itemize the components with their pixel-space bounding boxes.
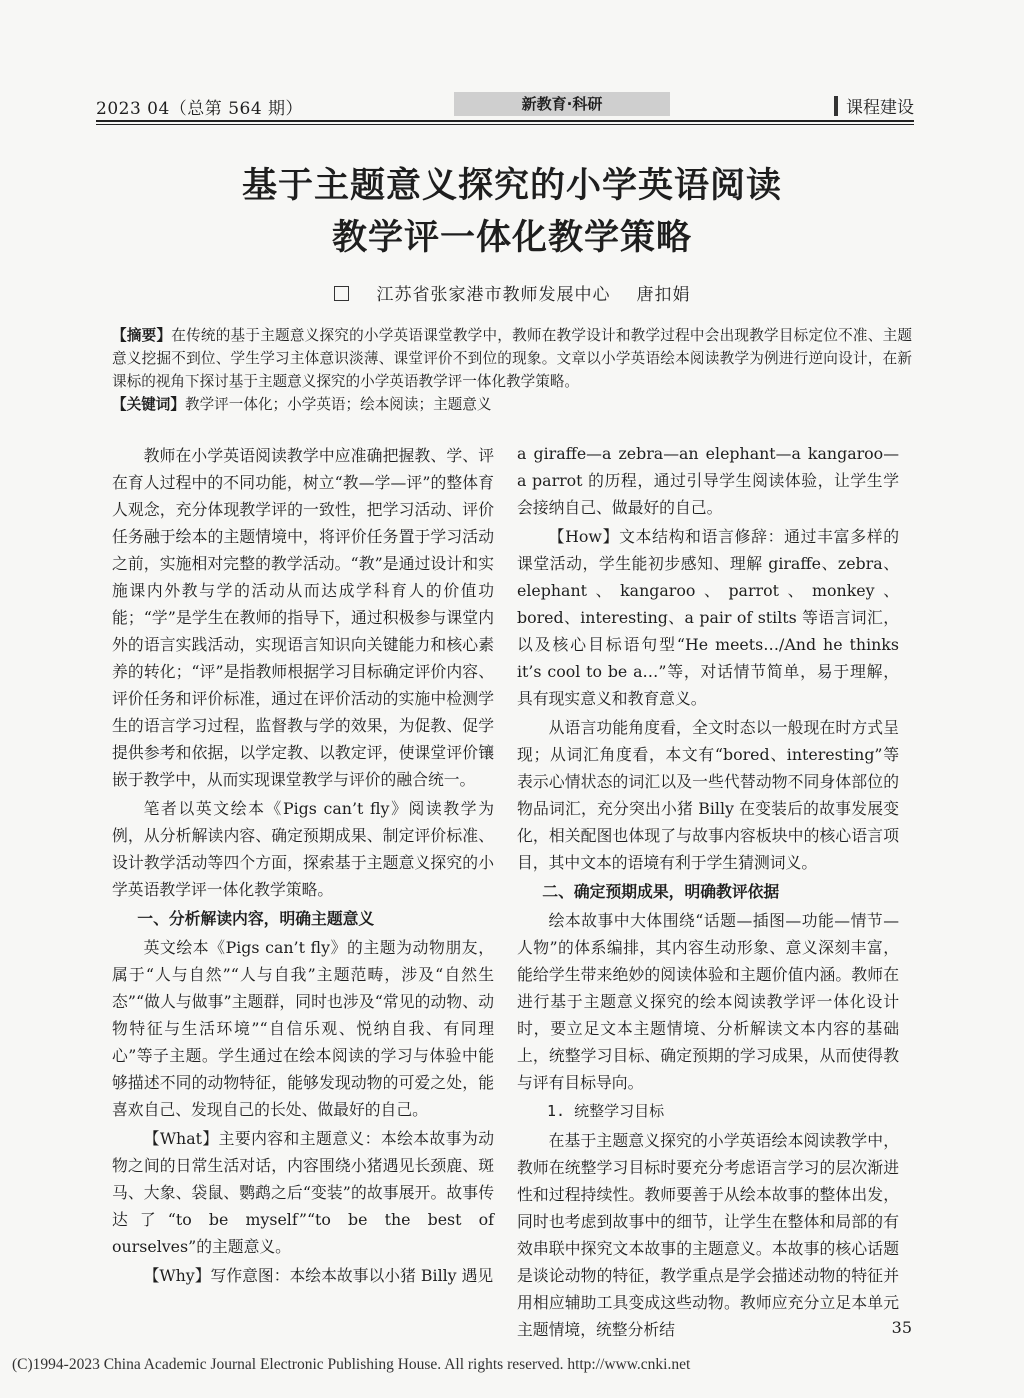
paragraph: 笔者以英文绘本《Pigs can’t fly》阅读教学为例，从分析解读内容、确定预期成果、制定评价标准、设计教学活动等四个方面，探索基于主题意义探究的小学英语教学评一体化教学策略。 <box>112 799 494 899</box>
section-text: 课程建设 <box>846 98 914 118</box>
header-rule-thin <box>96 124 914 125</box>
paragraph: 【How】文本结构和语言修辞：通过丰富多样的课堂活动，学生能初步感知、理解 giraffe、zebra、elephant、kangaroo、parrot、monkey、bored、interesting、a pair of stilts 等语言词汇，以及核心目标语句型“He meets…/And he thinks it’s cool to be a…”等，对话情节简单，易于理解，具有现实意义和教育意义。 <box>517 527 899 708</box>
keywords <box>112 393 912 416</box>
abstract-block <box>112 324 912 416</box>
paragraph: 在基于主题意义探究的小学英语绘本阅读教学中，教师在统整学习目标时要充分考虑语言学习的层次渐进性和过程持续性。教师要善于从绘本故事的整体出发，同时也考虑到故事中的细节，让学生在整体和局部的有效串联中探究文本故事的主题意义。本故事的核心话题是谈论动物的特征，教学重点是学会描述动物的特征并用相应辅助工具变成这些动物。教师应充分立足本单元主题情境，统整分析结 <box>517 1131 899 1339</box>
title-line-2: 教学评一体化教学策略 <box>331 217 692 258</box>
paragraph: 英文绘本《Pigs can’t fly》的主题为动物朋友，属于“人与自然”“人与自我”主题范畴，涉及“自然生态”“做人与做事”主题群，同时也涉及“常见的动物、动物特征与生活环境”“自信乐观、悦纳自我、有同理心”等子主题。学生通过在绘本阅读的学习与体验中能够描述不同的动物特征，能够发现动物的可爱之处，能喜欢自己、发现自己的长处、做最好的自己。 <box>112 938 494 1119</box>
journal-name: 新教育·科研 <box>454 92 670 116</box>
page-number: 35 <box>891 1318 912 1337</box>
issue-info: 2023 04（总第 564 期） <box>96 99 304 119</box>
paragraph: 【What】主要内容和主题意义：本绘本故事为动物之间的日常生活对话，内容围绕小猪遇见长颈鹿、斑马、大象、袋鼠、鹦鹉之后“变装”的故事展开。故事传达了“to be myself”“to be the best of ourselves”的主题意义。 <box>112 1129 494 1256</box>
abstract-label: 【摘要】 <box>112 327 172 344</box>
copyright-footer: (C)1994-2023 China Academic Journal Electronic Publishing House. All rights reserved. http://www.cnki.net <box>12 1356 691 1373</box>
section-marker <box>834 96 838 116</box>
section-heading: 一、分析解读内容，明确主题意义 <box>137 909 375 928</box>
subsection-heading: 1. 统整学习目标 <box>547 1102 665 1120</box>
paragraph: 绘本故事中大体围绕“话题—插图—功能—情节—人物”的体系编排，其内容生动形象、意义深刻丰富，能给学生带来绝妙的阅读体验和主题价值内涵。教师在进行基于主题意义探究的绘本阅读教学评一体化设计时，要立足文本主题情境、分析解读文本内容的基础上，统整学习目标、确定预期的学习成果，从而使得教与评有目标导向。 <box>517 911 899 1092</box>
paragraph: 教师在小学英语阅读教学中应准确把握教、学、评在育人过程中的不同功能，树立“教—学—评”的整体育人观念，充分体现教学评的一致性，把学习活动、评价任务融于绘本的主题情境中，将评价任务置于学习活动之前，实施相对完整的教学活动。“教”是通过设计和实施课内外教与学的活动从而达成学科育人的价值功能；“学”是学生在教师的指导下，通过积极参与课堂内外的语言实践活动，实现语言知识向关键能力和核心素养的转化；“评”是指教师根据学习目标确定评价内容、评价任务和评价标准，通过在评价活动的实施中检测学生的语言学习过程，监督教与学的效果，为促教、促学提供参考和依据，以学定教、以教定评，使课堂评价镶嵌于教学中，从而实现课堂教学与评价的融合统一。 <box>112 446 494 789</box>
author-affiliation: 江苏省张家港市教师发展中心 <box>376 285 611 305</box>
section-label <box>834 93 914 118</box>
article-title <box>0 160 1024 264</box>
author-line <box>0 280 1024 305</box>
square-bullet-icon <box>334 286 349 301</box>
paragraph: 【Why】写作意图：本绘本故事以小猪 Billy 遇见 <box>143 1266 494 1285</box>
keywords-label: 【关键词】 <box>112 396 185 413</box>
abstract-text: 在传统的基于主题意义探究的小学英语课堂教学中，教师在教学设计和教学过程中会出现教学目标定位不准、主题意义挖掘不到位、学生学习主体意识淡薄、课堂评价不到位的现象。文章以小学英语绘本阅读教学为例进行逆向设计，在新课标的视角下探讨基于主题意义探究的小学英语教学评一体化教学策略。 <box>112 327 912 390</box>
title-line-1: 基于主题意义探究的小学英语阅读 <box>241 165 782 206</box>
author-name: 唐扣娟 <box>636 285 691 305</box>
paragraph: 从语言功能角度看，全文时态以一般现在时方式呈现；从词汇角度看，本文有“bored、interesting”等表示心情状态的词汇以及一些代替动物不同身体部位的物品词汇，充分突出小猪 Billy 在变装后的故事发展变化，相关配图也体现了与故事内容板块中的核心语言项目，其中文本的语境有利于学生猜测词义。 <box>517 718 899 872</box>
paragraph: a giraffe—a zebra—an elephant—a kangaroo—a parrot 的历程，通过引导学生阅读体验，让学生学会接纳自己、做最好的自己。 <box>517 444 899 517</box>
keywords-text: 教学评一体化；小学英语；绘本阅读；主题意义 <box>184 396 492 413</box>
left-column <box>112 442 494 1291</box>
right-column <box>517 440 899 1345</box>
section-heading: 二、确定预期成果，明确教评依据 <box>542 882 780 901</box>
abstract <box>112 324 912 393</box>
running-header <box>96 92 914 118</box>
header-rule <box>96 120 914 122</box>
